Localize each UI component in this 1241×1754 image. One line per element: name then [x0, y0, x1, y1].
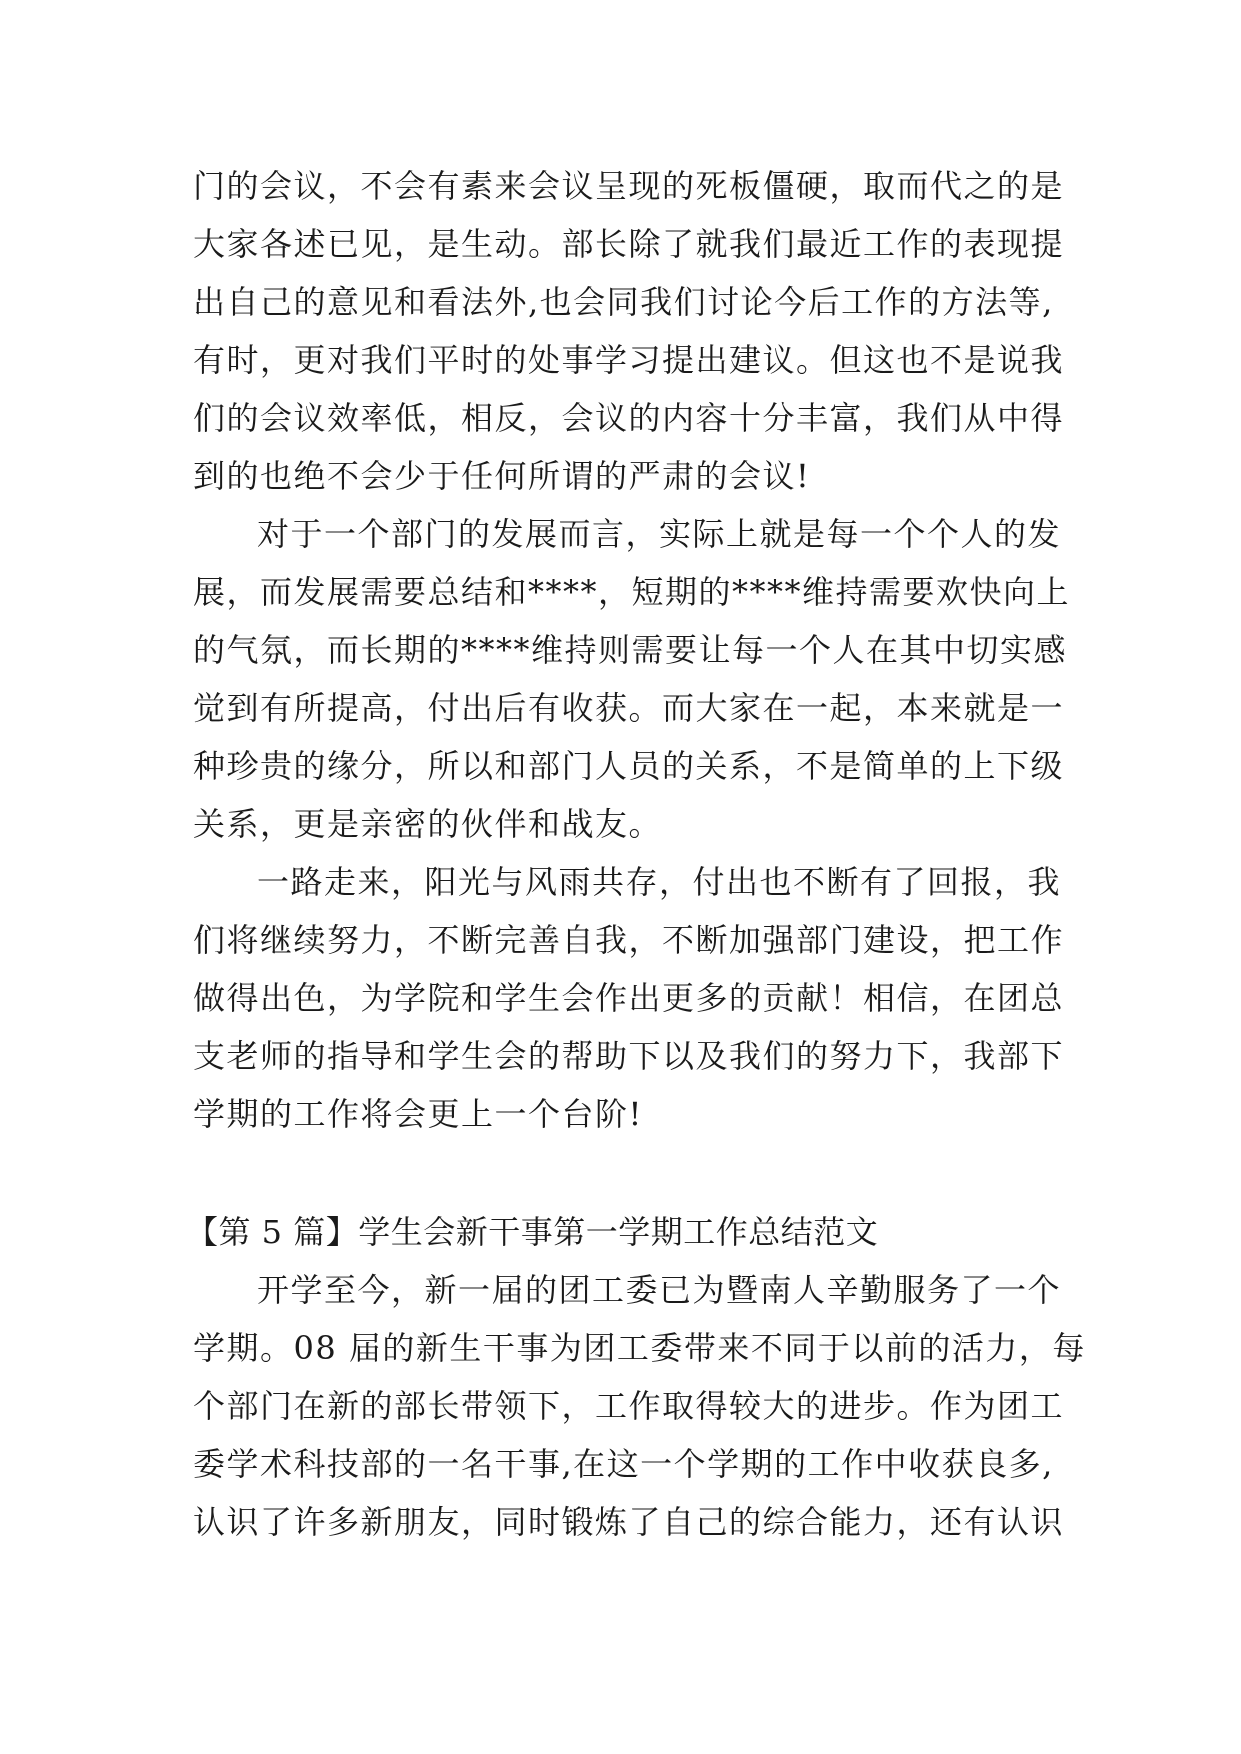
text-line: 委学术科技部的一名干事,在这一个学期的工作中收获良多, — [193, 1445, 1054, 1483]
text-line: 认识了许多新朋友，同时锻炼了自己的综合能力，还有认识 — [193, 1503, 1065, 1541]
text-line: 学期的工作将会更上一个台阶! — [193, 1095, 643, 1133]
text-line: 有时，更对我们平时的处事学习提出建议。但这也不是说我 — [193, 341, 1065, 379]
paragraph-first-line: 一路走来，阳光与风雨共存，付出也不断有了回报，我 — [257, 863, 1062, 901]
text-line: 觉到有所提高，付出后有收获。而大家在一起，本来就是一 — [193, 689, 1065, 727]
text-line: 关系，更是亲密的伙伴和战友。 — [193, 805, 663, 843]
text-line: 的气氛，而长期的****维持则需要让每一个人在其中切实感 — [193, 631, 1068, 669]
text-line: 学期。08 届的新生干事为团工委带来不同于以前的活力，每 — [193, 1329, 1086, 1367]
text-line: 大家各述已见，是生动。部长除了就我们最近工作的表现提 — [193, 225, 1065, 263]
text-line: 门的会议，不会有素来会议呈现的死板僵硬，取而代之的是 — [193, 167, 1065, 205]
text-line: 个部门在新的部长带领下，工作取得较大的进步。作为团工 — [193, 1387, 1065, 1425]
text-line: 们的会议效率低，相反，会议的内容十分丰富，我们从中得 — [193, 399, 1065, 437]
text-line: 到的也绝不会少于任何所谓的严肃的会议! — [193, 457, 811, 495]
text-line: 做得出色，为学院和学生会作出更多的贡献！相信，在团总 — [193, 979, 1065, 1017]
paragraph-first-line: 对于一个部门的发展而言，实际上就是每一个个人的发 — [257, 515, 1062, 553]
paragraph-first-line: 开学至今，新一届的团工委已为暨南人辛勤服务了一个 — [257, 1271, 1062, 1309]
text-line: 出自己的意见和看法外,也会同我们讨论今后工作的方法等, — [193, 283, 1054, 321]
section-heading: 【第 5 篇】学生会新干事第一学期工作总结范文 — [186, 1213, 879, 1251]
text-line: 支老师的指导和学生会的帮助下以及我们的努力下，我部下 — [193, 1037, 1065, 1075]
text-line: 们将继续努力，不断完善自我，不断加强部门建设，把工作 — [193, 921, 1065, 959]
text-line: 展，而发展需要总结和****，短期的****维持需要欢快向上 — [193, 573, 1071, 611]
text-line: 种珍贵的缘分，所以和部门人员的关系，不是简单的上下级 — [193, 747, 1065, 785]
